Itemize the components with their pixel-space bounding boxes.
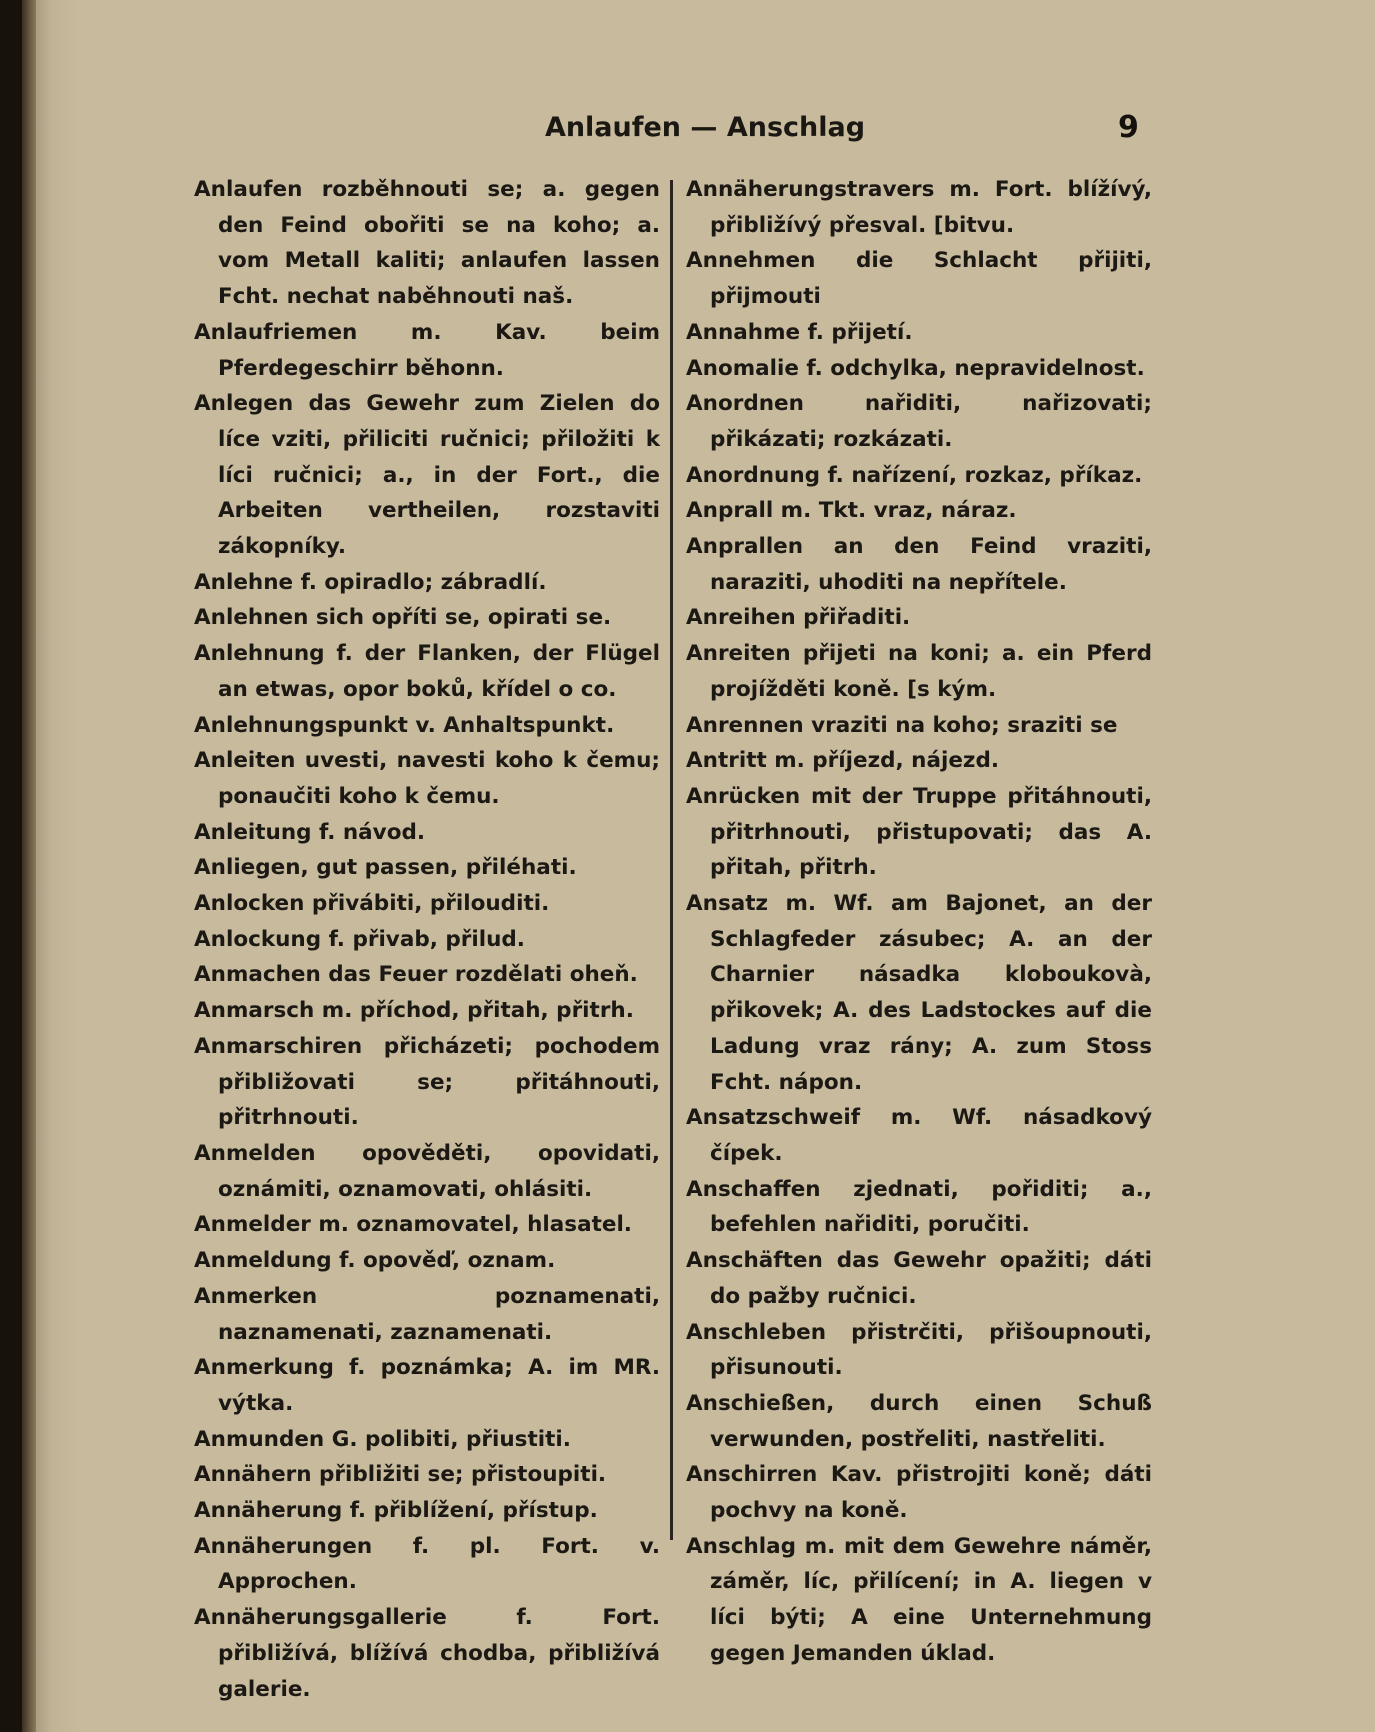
dictionary-entry: Annähern přibližiti se; přistoupiti. bbox=[194, 1462, 607, 1488]
dictionary-entry: Anmerken poznamenati, naznamenati, zaznamenati. bbox=[194, 1283, 660, 1345]
dictionary-entry: Anlaufriemen m. Kav. beim Pferdegeschirr běhonn. bbox=[194, 319, 660, 381]
dictionary-entry: Anschaffen zjednati, pořiditi; a., befehlen nařiditi, poručiti. bbox=[686, 1176, 1152, 1238]
dictionary-entry: Anschlag m. mit dem Gewehre náměr, záměr, líc, přilícení; in A. liegen v líci býti; A eine Unternehmung gegen Jemanden úklad. bbox=[686, 1533, 1152, 1666]
dictionary-entry: Annahme f. přijetí. bbox=[686, 319, 913, 345]
dictionary-entry: Anmelden opověděti, opovidati, oznámiti, oznamovati, ohlásiti. bbox=[194, 1140, 660, 1202]
dictionary-entry: Anprallen an den Feind vraziti, naraziti, uhoditi na nepřítele. bbox=[686, 534, 1152, 595]
dictionary-entry: Anmarsch m. příchod, přitah, přitrh. bbox=[194, 998, 634, 1024]
dictionary-entry: Anlehnungspunkt v. Anhaltspunkt. bbox=[194, 712, 615, 738]
dictionary-entry: Anrennen vraziti na koho; sraziti se bbox=[686, 712, 1118, 738]
dictionary-entry: Anmelder m. oznamovatel, hlasatel. bbox=[194, 1212, 632, 1238]
left-column bbox=[194, 172, 660, 1707]
dictionary-entry: Anordnung f. nařízení, rozkaz, příkaz. bbox=[686, 462, 1143, 488]
dictionary-entry: Anreihen přiřaditi. bbox=[686, 605, 911, 631]
dictionary-entry: Annehmen die Schlacht přijiti, přijmouti bbox=[686, 248, 1152, 310]
dictionary-entry: Anschleben přistrčiti, přišoupnouti, přisunouti. bbox=[686, 1319, 1152, 1381]
dictionary-entry: Ansatz m. Wf. am Bajonet, an der Schlagfeder zásubec; A. an der Charnier násadka kloboukovà, přikovek; A. des Ladstockes auf die Ladung vraz rány; A. zum Stoss Fcht. nápon. bbox=[686, 891, 1152, 1095]
dictionary-entry: Anlaufen rozběhnouti se; a. gegen den Feind obořiti se na koho; a. vom Metall kaliti; anlaufen lassen Fcht. nechat naběhnouti naš. bbox=[194, 177, 660, 310]
dictionary-entry: Anschäften das Gewehr opažiti; dáti do pažby ručnici. bbox=[686, 1248, 1152, 1309]
dictionary-entry: Anmarschiren přicházeti; pochodem přibližovati se; přitáhnouti, přitrhnouti. bbox=[194, 1033, 660, 1131]
dictionary-entry: Anlehnung f. der Flanken, der Flügel an etwas, opor boků, křídel o co. bbox=[194, 641, 660, 702]
dictionary-entry: Anlegen das Gewehr zum Zielen do líce vziti, přiliciti ručnici; přiložiti k líci ručnici; a., in der Fort., die Arbeiten vertheilen, rozstaviti zákopníky. bbox=[194, 391, 660, 560]
dictionary-entry: Anliegen, gut passen, přiléhati. bbox=[194, 855, 577, 881]
dictionary-entry: Anomalie f. odchylka, nepravidelnost. bbox=[686, 355, 1145, 381]
dictionary-entry: Anlockung f. přivab, přilud. bbox=[194, 926, 525, 952]
book-binding-edge bbox=[22, 0, 36, 1732]
column-divider bbox=[670, 180, 673, 1540]
dictionary-entry: Anmachen das Feuer rozdělati oheň. bbox=[194, 962, 638, 988]
dictionary-entry: Annäherung f. přiblížení, přístup. bbox=[194, 1498, 598, 1524]
dictionary-entry: Anmerkung f. poznámka; A. im MR. výtka. bbox=[194, 1355, 660, 1416]
dictionary-entry: Ansatzschweif m. Wf. násadkový čípek. bbox=[686, 1105, 1152, 1166]
dictionary-entry: Annäherungsgallerie f. Fort. přibližívá, blížívá chodba, přibližívá galerie. bbox=[194, 1605, 660, 1702]
dictionary-entry: Anleiten uvesti, navesti koho k čemu; ponaučiti koho k čemu. bbox=[194, 748, 660, 809]
dictionary-entry: Anrücken mit der Truppe přitáhnouti, přitrhnouti, přistupovati; das A. přitah, přitrh. bbox=[686, 783, 1152, 881]
dictionary-entry: Anreiten přijeti na koni; a. ein Pferd projížděti koně. [s kým. bbox=[686, 641, 1152, 702]
dictionary-entry: Anlehnen sich opříti se, opirati se. bbox=[194, 605, 612, 631]
running-header: Anlaufen — Anschlag bbox=[544, 112, 866, 143]
dictionary-entry: Annäherungstravers m. Fort. blížívý, přibližívý přesval. [bitvu. bbox=[686, 177, 1152, 238]
dictionary-entry: Anlocken přivábiti, přilouditi. bbox=[194, 891, 550, 917]
dictionary-entry: Antritt m. příjezd, nájezd. bbox=[686, 748, 999, 774]
dictionary-entry: Annäherungen f. pl. Fort. v. Approchen. bbox=[194, 1533, 660, 1595]
page-number: 9 bbox=[1118, 110, 1139, 145]
dictionary-entry: Anmeldung f. opověď, oznam. bbox=[194, 1248, 556, 1274]
dictionary-entry: Anlehne f. opiradlo; zábradlí. bbox=[194, 569, 547, 595]
dictionary-entry: Anmunden G. polibiti, přiustiti. bbox=[194, 1426, 571, 1452]
dictionary-entry: Anleitung f. návod. bbox=[194, 819, 426, 845]
dictionary-entry: Anschießen, durch einen Schuß verwunden, postřeliti, nastřeliti. bbox=[686, 1390, 1152, 1452]
dictionary-entry: Anordnen nařiditi, nařizovati; přikázati; rozkázati. bbox=[686, 391, 1152, 452]
dictionary-entry: Anprall m. Tkt. vraz, náraz. bbox=[686, 498, 1017, 524]
right-column bbox=[686, 172, 1152, 1672]
dictionary-entry: Anschirren Kav. přistrojiti koně; dáti pochvy na koně. bbox=[686, 1462, 1152, 1524]
